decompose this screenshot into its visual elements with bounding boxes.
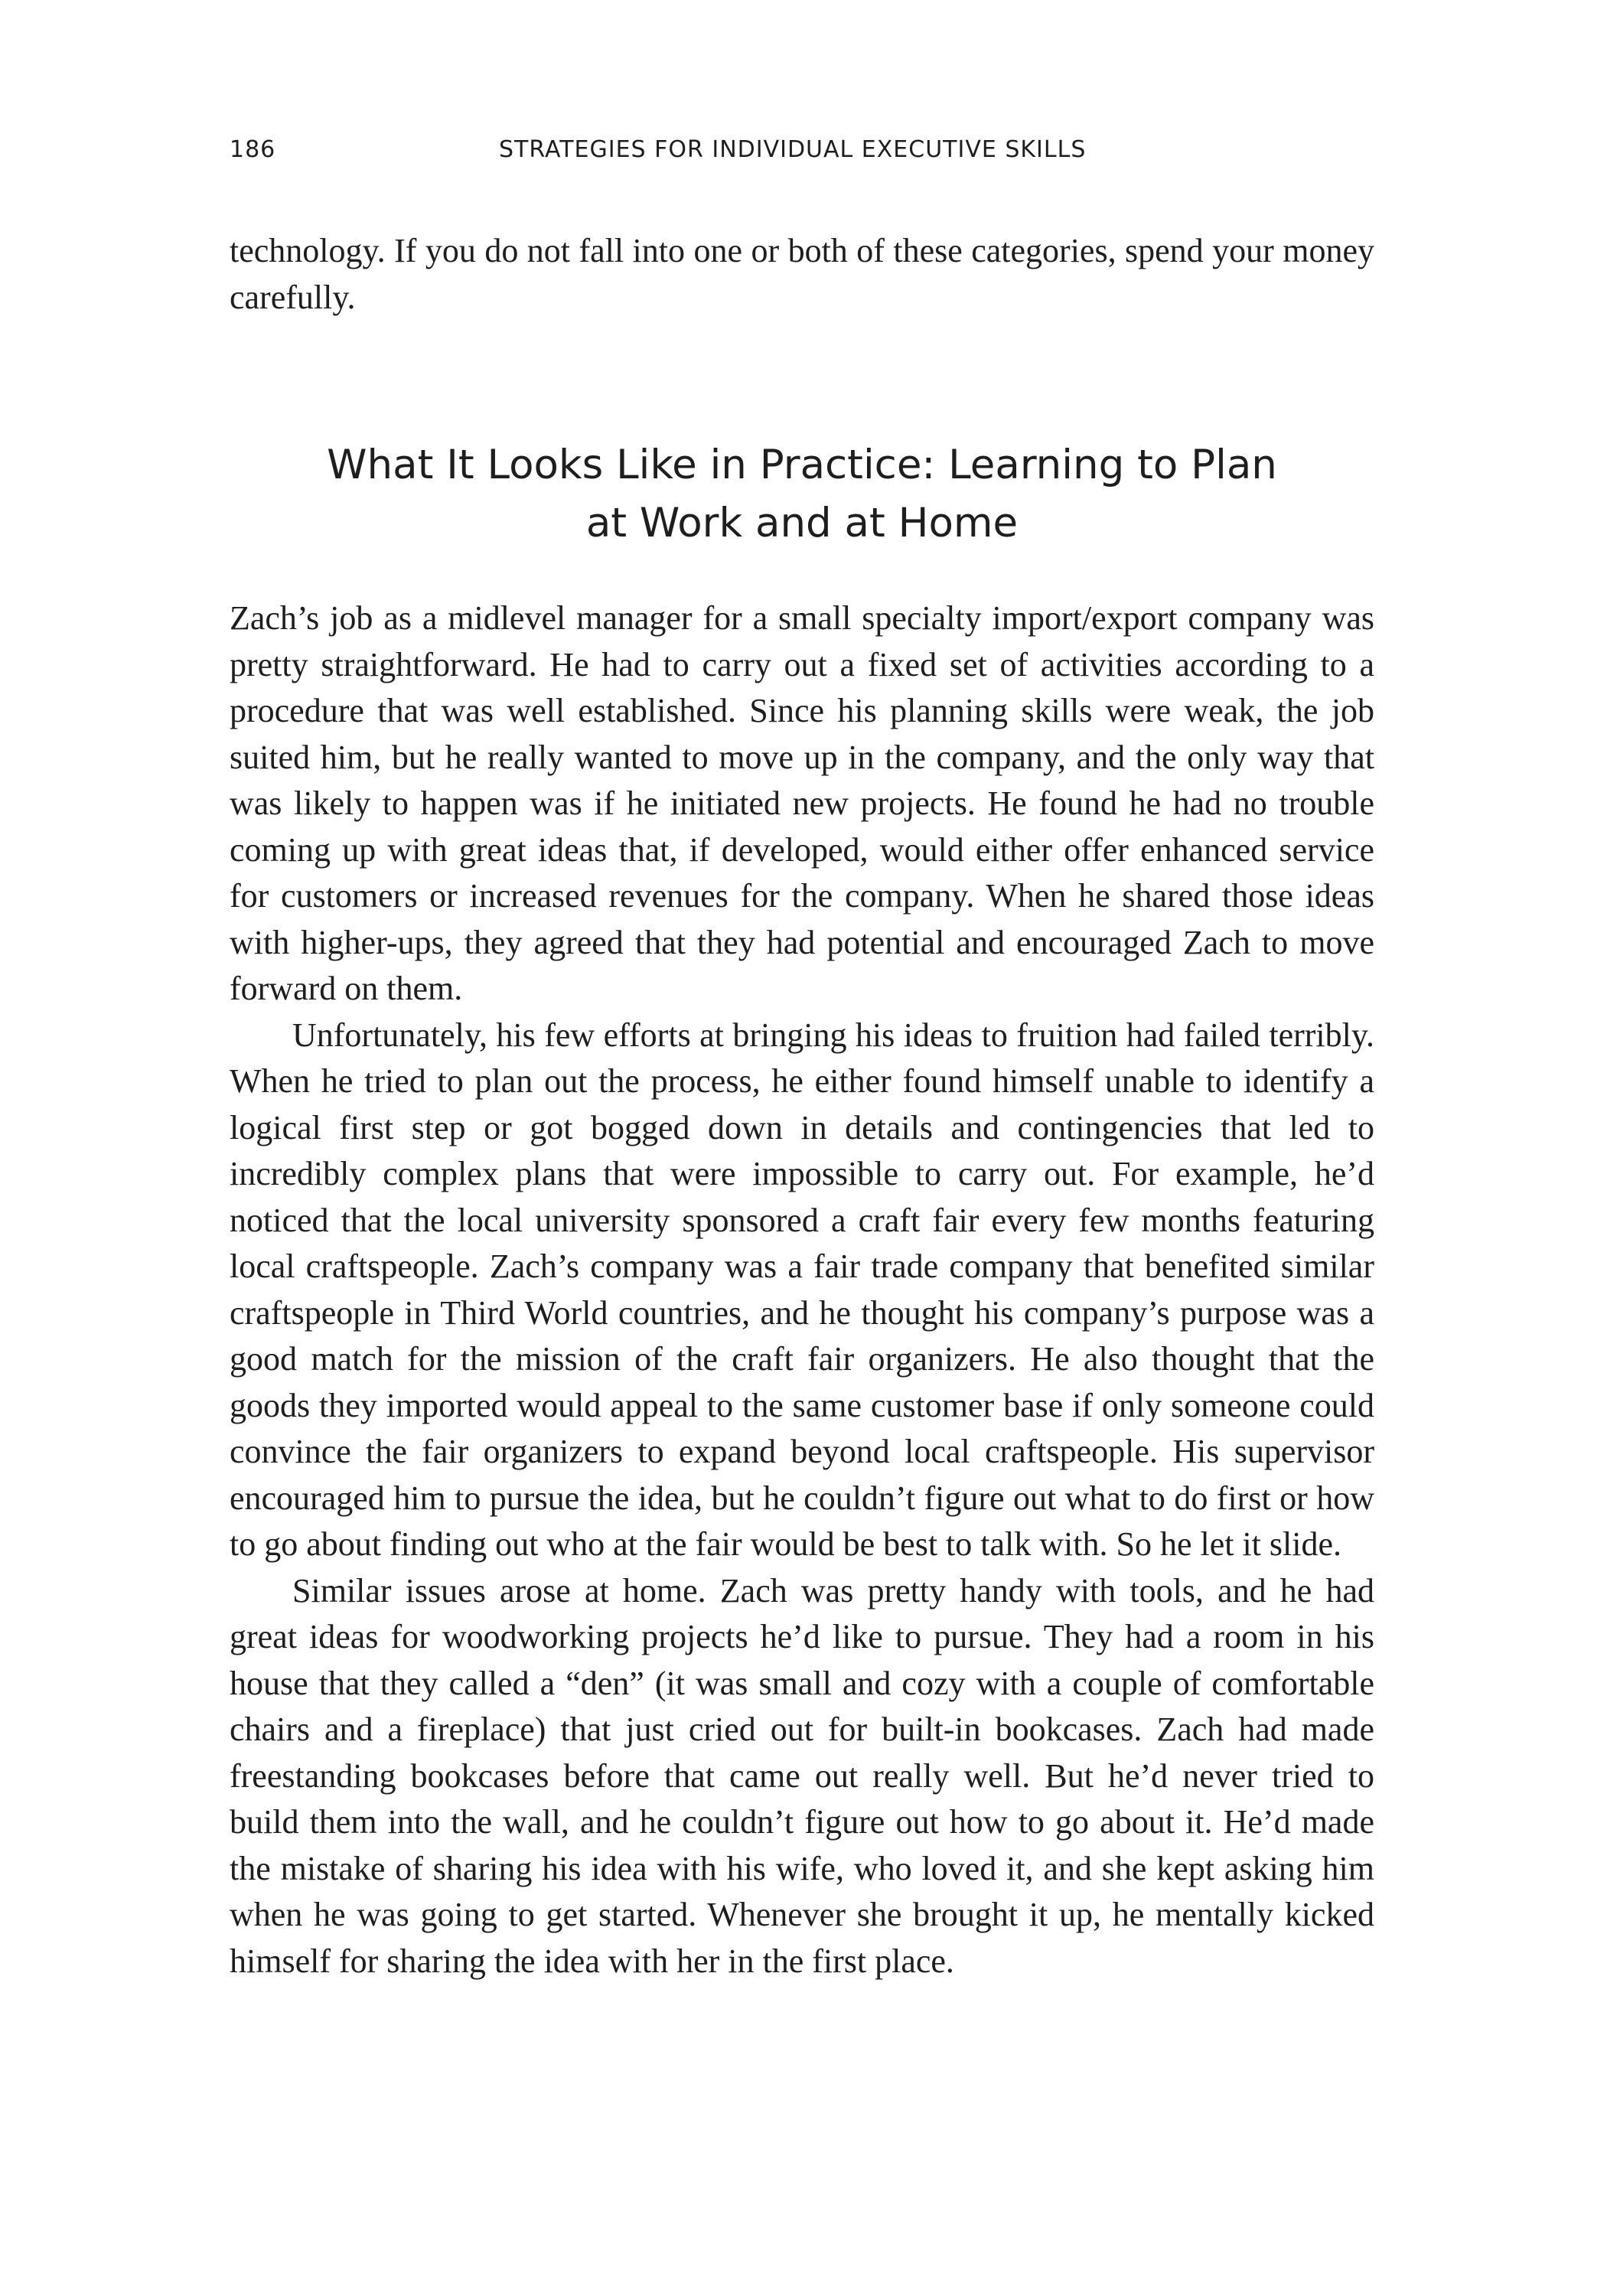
paragraph-3: Similar issues arose at home. Zach was pretty handy with tools, and he had great ideas for woodworking projects he’d like to pursue. They had a room in his house that they called a “den” (it was small and cozy with a couple of comfortable chairs and a fireplace) that just cried out for built-in bookcases. Zach had made freestanding bookcases before that came out really well. But he’d never tried to build them into the wall, and he couldn’t figure out how to go about it. He’d made the mistake of sharing his idea with his wife, who loved it, and she kept asking him when he was going to get started. Whenever she brought it up, he mentally kicked himself for sharing the idea with her in the first place. bbox=[230, 1571, 1374, 1980]
continued-paragraph: technology. If you do not fall into one or both of these categories, spend your money carefully. bbox=[230, 232, 1374, 316]
paragraph-1: Zach’s job as a midlevel manager for a small specialty import/export company was pretty straightforward. He had to carry out a fixed set of activities according to a procedure that was well established. Since his planning skills were weak, the job suited him, but he really wanted to move up in the company, and the only way that was likely to happen was if he initiated new projects. He found he had no trouble coming up with great ideas that, if developed, would either offer enhanced service for customers or increased revenues for the company. When he shared those ideas with higher-ups, they agreed that they had potential and encouraged Zach to move forward on them. bbox=[230, 599, 1374, 1007]
section-heading-line-1: What It Looks Like in Practice: Learning to Plan bbox=[327, 442, 1277, 488]
page-number: 186 bbox=[230, 136, 276, 163]
section-heading-line-2: at Work and at Home bbox=[585, 500, 1019, 546]
section-body bbox=[230, 595, 1374, 1985]
running-head bbox=[230, 136, 1377, 174]
running-head-title: STRATEGIES FOR INDIVIDUAL EXECUTIVE SKILLS bbox=[499, 136, 1087, 163]
paragraph-2: Unfortunately, his few efforts at bringing his ideas to fruition had failed terribly. When he tried to plan out the process, he either found himself unable to identify a logical first step or got bogged down in details and contingencies that led to incredibly complex plans that were impossible to carry out. For example, he’d noticed that the local university sponsored a craft fair every few months featuring local craftspeople. Zach’s company was a fair trade company that benefited similar craftspeople in Third World countries, and he thought his company’s purpose was a good match for the mission of the craft fair organizers. He also thought that the goods they imported would appeal to the same customer base if only someone could convince the fair organizers to expand beyond local craftspeople. His supervisor encouraged him to pursue the idea, but he couldn’t figure out what to do first or how to go about finding out who at the fair would be best to talk with. So he let it slide. bbox=[230, 1016, 1374, 1563]
section-heading bbox=[230, 436, 1374, 553]
